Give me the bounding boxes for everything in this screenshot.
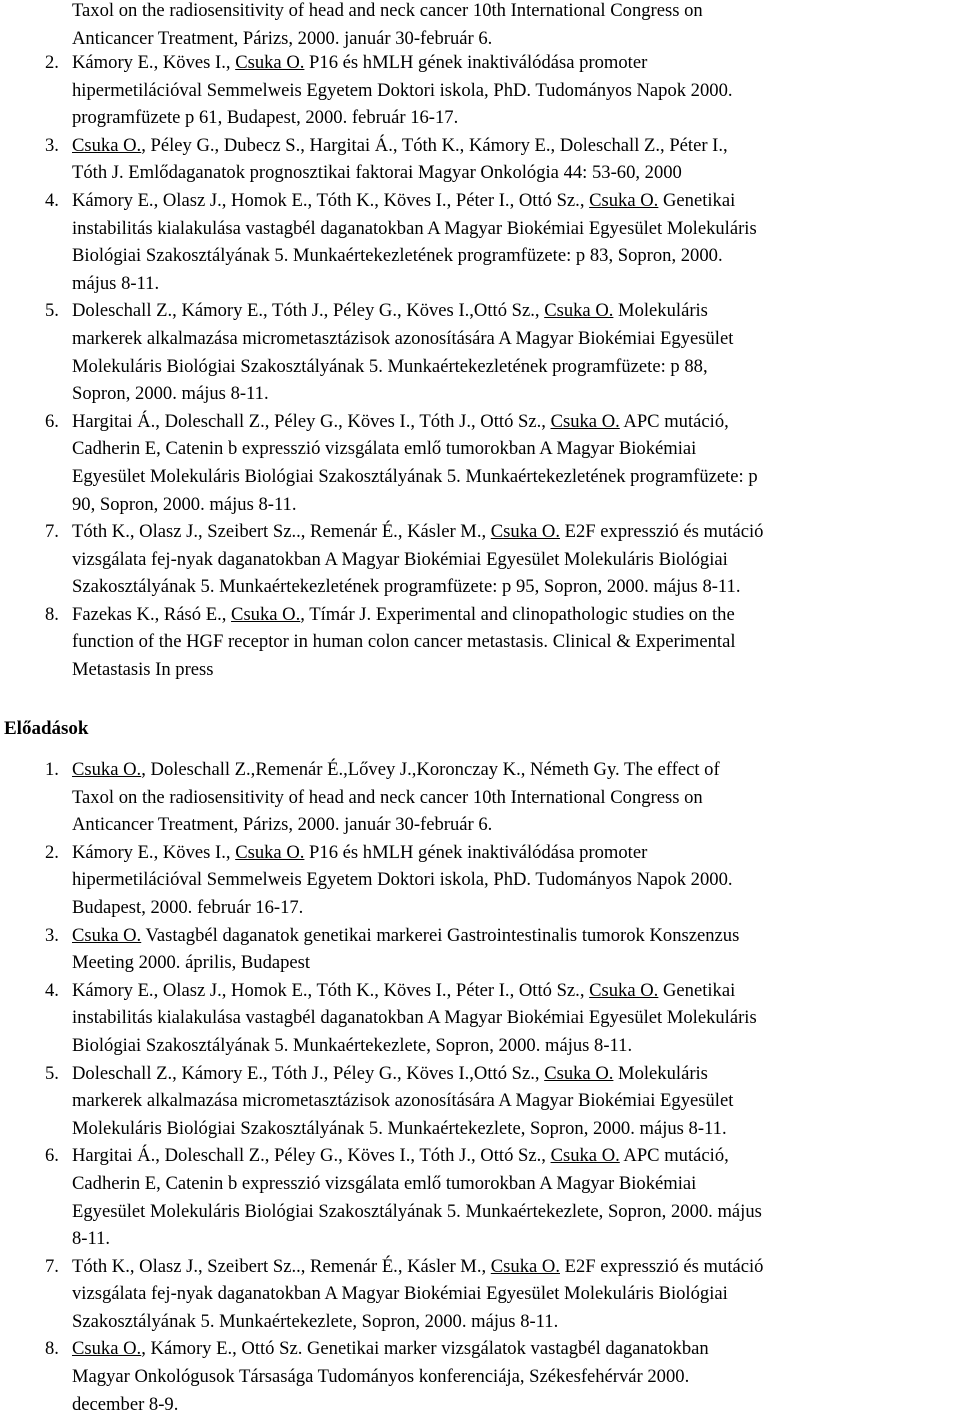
reference-entry	[0, 49, 960, 132]
entry-line	[72, 784, 960, 812]
entry-number: 8.	[45, 1338, 59, 1360]
text-segment: Meeting 2000. április, Budapest	[72, 952, 311, 974]
entry-number: 6.	[45, 410, 59, 432]
author-highlight: Csuka O.	[589, 979, 659, 1001]
entry-line	[72, 242, 960, 270]
reference-entry	[0, 839, 960, 922]
entry-line	[72, 656, 960, 684]
entry-line	[72, 491, 960, 519]
entry-text	[72, 1335, 960, 1418]
text-segment: instabilitás kialakulása vastagbél daganatokban A Magyar Biokémiai Egyesület Molekuláris	[72, 217, 757, 239]
author-highlight: Csuka O.	[72, 924, 142, 946]
text-segment: Tóth K., Olasz J., Szeibert Sz.., Remenár É., Kásler M.,	[72, 521, 491, 543]
entry-line	[72, 628, 960, 656]
presentation-list	[0, 756, 960, 1418]
reference-entry	[0, 132, 960, 187]
entry-line	[72, 518, 960, 546]
entry-text	[72, 977, 960, 1060]
text-segment: Vastagbél daganatok genetikai markerei Gastrointestinalis tumorok Konszenzus	[141, 924, 740, 946]
entry-line	[72, 325, 960, 353]
section-heading-eloadasok: Előadások	[4, 718, 89, 739]
entry-text	[72, 922, 960, 977]
text-segment: , Péley G., Dubecz S., Hargitai Á., Tóth K., Kámory E., Doleschall Z., Péter I.,	[141, 134, 728, 156]
entry-line	[72, 839, 960, 867]
entry-text	[72, 839, 960, 922]
entry-line	[72, 1060, 960, 1088]
entry-number: 7.	[45, 521, 59, 543]
entry-line	[72, 1032, 960, 1060]
entry-text	[72, 187, 960, 297]
text-segment: Molekuláris	[613, 300, 708, 322]
text-segment: programfüzete p 61, Budapest, 2000. február 16-17.	[72, 107, 459, 129]
entry-number: 2.	[45, 841, 59, 863]
reference-entry	[0, 977, 960, 1060]
author-highlight: Csuka O.	[589, 189, 659, 211]
entry-line	[72, 1087, 960, 1115]
text-segment: Genetikai	[658, 979, 736, 1001]
reference-line: Taxol on the radiosensitivity of head and neck cancer 10th International Congress on	[72, 0, 703, 21]
entry-line	[72, 1170, 960, 1198]
author-highlight: Csuka O.	[550, 410, 620, 432]
entry-line	[72, 408, 960, 436]
entry-line	[72, 1004, 960, 1032]
author-highlight: Csuka O.	[72, 759, 142, 780]
entry-line	[72, 187, 960, 215]
entry-line	[72, 1142, 960, 1170]
entry-line	[72, 977, 960, 1005]
text-segment: Metastasis In press	[72, 659, 214, 681]
publication-list	[0, 49, 960, 684]
author-highlight: Csuka O.	[72, 134, 142, 156]
entry-line	[72, 1363, 960, 1391]
entry-text	[72, 408, 960, 518]
entry-number: 5.	[45, 300, 59, 322]
text-segment: Hargitai Á., Doleschall Z., Péley G., Köves I., Tóth J., Ottó Sz.,	[72, 410, 551, 432]
entry-line	[72, 1198, 960, 1226]
text-segment: Szakosztályának 5. Munkaértekezletének programfüzete: p 95, Sopron, 2000. május 8-11.	[72, 576, 741, 598]
entry-line	[72, 1335, 960, 1363]
reference-entry	[0, 518, 960, 601]
entry-line	[72, 866, 960, 894]
entry-line	[72, 1225, 960, 1253]
text-segment: APC mutáció,	[619, 410, 729, 432]
text-segment: Hargitai Á., Doleschall Z., Péley G., Köves I., Tóth J., Ottó Sz.,	[72, 1145, 551, 1167]
entry-text	[72, 1060, 960, 1143]
entry-line	[72, 297, 960, 325]
text-segment: , Doleschall Z.,Remenár É.,Lővey J.,Koronczay K., Németh Gy. The effect of	[141, 759, 720, 780]
text-segment: vizsgálata fej-nyak daganatokban A Magyar Biokémiai Egyesület Molekuláris Biológiai	[72, 548, 728, 570]
text-segment: E2F expresszió és mutáció	[560, 521, 764, 543]
text-segment: P16 és hMLH gének inaktiválódása promoter	[304, 841, 648, 863]
text-segment: markerek alkalmazása micrometasztázisok azonosítására A Magyar Biokémiai Egyesület	[72, 327, 734, 349]
entry-number: 1.	[45, 759, 59, 780]
entry-line	[72, 270, 960, 298]
entry-number: 8.	[45, 603, 59, 625]
entry-number: 2.	[45, 52, 59, 73]
reference-entry	[0, 756, 960, 839]
text-segment: , Kámory E., Ottó Sz. Genetikai marker vizsgálatok vastagbél daganatokban	[141, 1338, 709, 1360]
continued-reference	[0, 0, 960, 52]
text-segment: Genetikai	[658, 189, 736, 211]
text-segment: Molekuláris Biológiai Szakosztályának 5. Munkaértekezletének programfüzete: p 88,	[72, 355, 708, 377]
entry-line	[72, 546, 960, 574]
author-highlight: Csuka O.	[544, 300, 614, 322]
entry-line	[72, 159, 960, 187]
text-segment: APC mutáció,	[619, 1145, 729, 1167]
reference-entry	[0, 601, 960, 684]
text-segment: Cadherin E, Catenin b expresszió vizsgálata emlő tumorokban A Magyar Biokémiai	[72, 438, 697, 460]
reference-entry	[0, 1335, 960, 1418]
text-segment: május 8-11.	[72, 272, 160, 294]
entry-line	[72, 894, 960, 922]
text-segment: Tóth J. Emlődaganatok prognosztikai faktorai Magyar Onkológia 44: 53-60, 2000	[72, 162, 682, 184]
text-segment: Biológiai Szakosztályának 5. Munkaértekezlete, Sopron, 2000. május 8-11.	[72, 1034, 633, 1056]
text-segment: Doleschall Z., Kámory E., Tóth J., Péley G., Köves I.,Ottó Sz.,	[72, 300, 545, 322]
author-highlight: Csuka O.	[550, 1145, 620, 1167]
text-segment: 90, Sopron, 2000. május 8-11.	[72, 493, 297, 515]
author-highlight: Csuka O.	[235, 841, 305, 863]
entry-line	[72, 811, 960, 839]
entry-text	[72, 1142, 960, 1252]
text-segment: Molekuláris	[613, 1062, 708, 1084]
text-segment: Taxol on the radiosensitivity of head and neck cancer 10th International Congress on	[72, 786, 703, 808]
author-highlight: Csuka O.	[231, 603, 301, 625]
entry-line	[72, 601, 960, 629]
text-segment: instabilitás kialakulása vastagbél daganatokban A Magyar Biokémiai Egyesület Molekuláris	[72, 1007, 757, 1029]
text-segment: , Tímár J. Experimental and clinopathologic studies on the	[300, 603, 735, 625]
reference-entry	[0, 922, 960, 977]
text-segment: Sopron, 2000. május 8-11.	[72, 383, 269, 405]
author-highlight: Csuka O.	[235, 52, 305, 73]
text-segment: hipermetilációval Semmelweis Egyetem Doktori iskola, PhD. Tudományos Napok 2000.	[72, 869, 733, 891]
author-highlight: Csuka O.	[490, 521, 560, 543]
text-segment: december 8-9.	[72, 1393, 179, 1415]
reference-entry	[0, 1253, 960, 1336]
entry-number: 3.	[45, 134, 59, 156]
entry-text	[72, 297, 960, 407]
entry-line	[72, 1253, 960, 1281]
text-segment: Kámory E., Olasz J., Homok E., Tóth K., Köves I., Péter I., Ottó Sz.,	[72, 189, 590, 211]
entry-number: 7.	[45, 1255, 59, 1277]
text-segment: Molekuláris Biológiai Szakosztályának 5. Munkaértekezlete, Sopron, 2000. május 8-11.	[72, 1117, 727, 1139]
author-highlight: Csuka O.	[490, 1255, 560, 1277]
text-segment: Anticancer Treatment, Párizs, 2000. január 30-február 6.	[72, 814, 493, 836]
text-segment: Kámory E., Köves I.,	[72, 52, 236, 73]
entry-text	[72, 518, 960, 601]
author-highlight: Csuka O.	[72, 1338, 142, 1360]
entry-line	[72, 1115, 960, 1143]
entry-text	[72, 1253, 960, 1336]
text-segment: hipermetilációval Semmelweis Egyetem Doktori iskola, PhD. Tudományos Napok 2000.	[72, 79, 733, 101]
entry-line	[72, 353, 960, 381]
reference-entry	[0, 187, 960, 297]
author-highlight: Csuka O.	[544, 1062, 614, 1084]
entry-line	[72, 435, 960, 463]
text-segment: Kámory E., Köves I.,	[72, 841, 236, 863]
entry-line	[72, 132, 960, 160]
entry-line	[72, 573, 960, 601]
entry-number: 5.	[45, 1062, 59, 1084]
entry-line	[72, 380, 960, 408]
text-segment: function of the HGF receptor in human colon cancer metastasis. Clinical & Experimental	[72, 631, 736, 653]
reference-entry	[0, 1060, 960, 1143]
reference-line: Anticancer Treatment, Párizs, 2000. január 30-február 6.	[72, 27, 493, 49]
entry-line	[72, 1308, 960, 1336]
entry-line	[72, 463, 960, 491]
reference-entry	[0, 1142, 960, 1252]
text-segment: Magyar Onkológusok Társasága Tudományos konferenciája, Székesfehérvár 2000.	[72, 1366, 690, 1388]
text-segment: Cadherin E, Catenin b expresszió vizsgálata emlő tumorokban A Magyar Biokémiai	[72, 1172, 697, 1194]
text-segment: Doleschall Z., Kámory E., Tóth J., Péley G., Köves I.,Ottó Sz.,	[72, 1062, 545, 1084]
entry-text	[72, 132, 960, 187]
entry-number: 6.	[45, 1145, 59, 1167]
entry-number: 4.	[45, 979, 59, 1001]
text-segment: E2F expresszió és mutáció	[560, 1255, 764, 1277]
entry-text	[72, 601, 960, 684]
text-segment: Egyesület Molekuláris Biológiai Szakosztályának 5. Munkaértekezlete, Sopron, 2000. május	[72, 1200, 762, 1222]
text-segment: Szakosztályának 5. Munkaértekezlete, Sopron, 2000. május 8-11.	[72, 1310, 559, 1332]
entry-number: 4.	[45, 189, 59, 211]
entry-line	[72, 922, 960, 950]
entry-line	[72, 77, 960, 105]
text-segment: Egyesület Molekuláris Biológiai Szakosztályának 5. Munkaértekezletének programfüzete: p	[72, 465, 758, 487]
entry-text	[72, 756, 960, 839]
text-segment: Kámory E., Olasz J., Homok E., Tóth K., Köves I., Péter I., Ottó Sz.,	[72, 979, 590, 1001]
entry-line	[72, 104, 960, 132]
entry-line	[72, 1280, 960, 1308]
entry-line	[72, 49, 960, 77]
entry-number: 3.	[45, 924, 59, 946]
entry-line	[72, 1391, 960, 1418]
text-segment: Tóth K., Olasz J., Szeibert Sz.., Remenár É., Kásler M.,	[72, 1255, 491, 1277]
entry-line	[72, 949, 960, 977]
text-segment: Fazekas K., Rásó E.,	[72, 603, 232, 625]
text-segment: Budapest, 2000. február 16-17.	[72, 896, 304, 918]
reference-entry	[0, 297, 960, 407]
reference-entry	[0, 408, 960, 518]
text-segment: Biológiai Szakosztályának 5. Munkaértekezletének programfüzete: p 83, Sopron, 2000.	[72, 245, 723, 267]
entry-line	[72, 215, 960, 243]
text-segment: 8-11.	[72, 1228, 111, 1250]
text-segment: vizsgálata fej-nyak daganatokban A Magyar Biokémiai Egyesület Molekuláris Biológiai	[72, 1283, 728, 1305]
text-segment: P16 és hMLH gének inaktiválódása promoter	[304, 52, 648, 73]
text-segment: markerek alkalmazása micrometasztázisok azonosítására A Magyar Biokémiai Egyesület	[72, 1090, 734, 1112]
entry-line	[72, 756, 960, 784]
entry-text	[72, 49, 960, 132]
